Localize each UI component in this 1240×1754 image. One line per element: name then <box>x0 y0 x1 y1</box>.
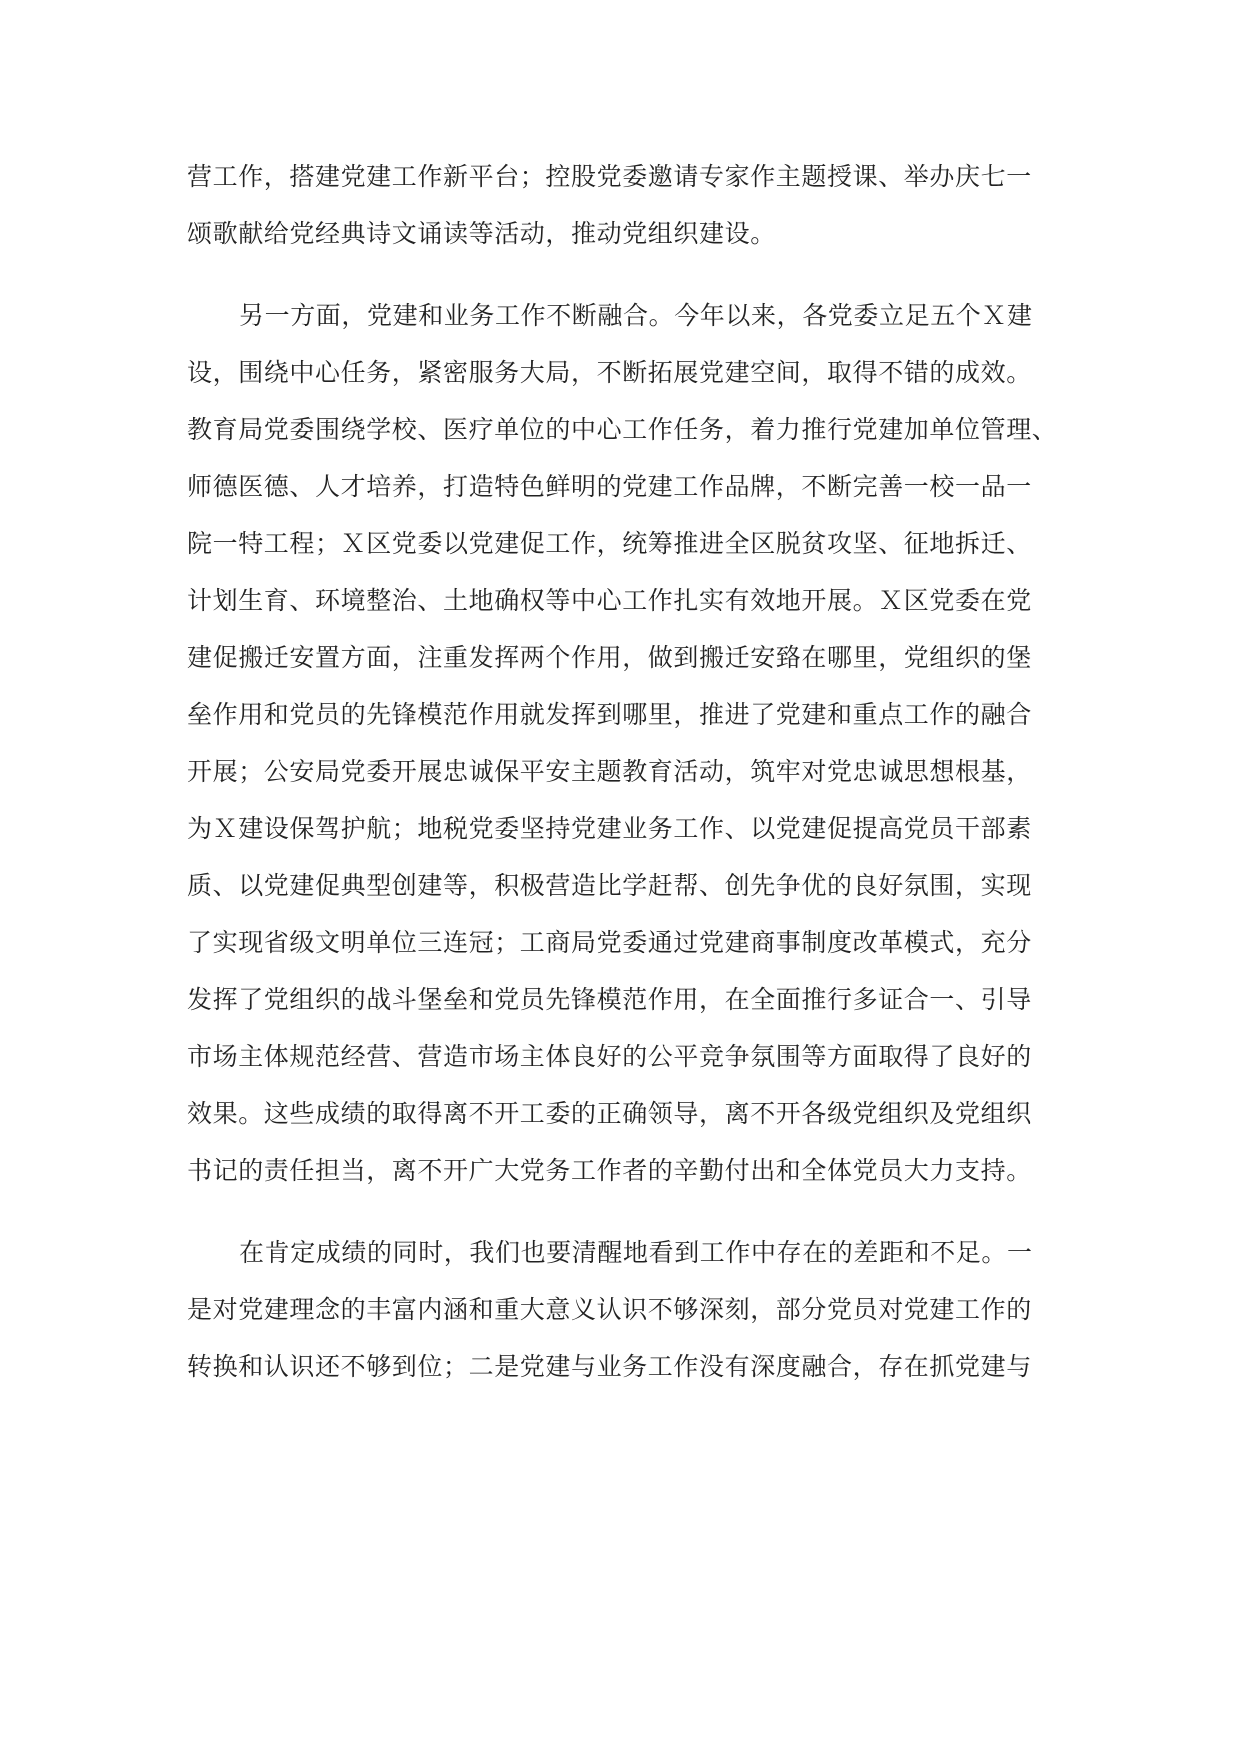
text-line: 转换和认识还不够到位；二是党建与业务工作没有深度融合，存在抓党建与 <box>187 1352 1032 1381</box>
paragraph-3 <box>187 1224 1067 1395</box>
text-line: 另一方面，党建和业务工作不断融合。今年以来，各党委立足五个Ｘ建 <box>239 301 1033 330</box>
text-line: 计划生育、环境整治、土地确权等中心工作扎实有效地开展。Ｘ区党委在党 <box>187 586 1032 615</box>
text-line: 为Ｘ建设保驾护航；地税党委坚持党建业务工作、以党建促提高党员干部素 <box>187 814 1032 843</box>
text-line: 建促搬迁安置方面，注重发挥两个作用，做到搬迁安臵在哪里，党组织的堡 <box>187 643 1032 672</box>
text-line: 院一特工程；Ｘ区党委以党建促工作，统筹推进全区脱贫攻坚、征地拆迁、 <box>187 529 1032 558</box>
paragraph-2 <box>187 287 1067 1199</box>
text-line: 效果。这些成绩的取得离不开工委的正确领导，离不开各级党组织及党组织 <box>187 1099 1032 1128</box>
text-line: 教育局党委围绕学校、医疗单位的中心工作任务，着力推行党建加单位管理、 <box>187 415 1058 444</box>
paragraph-1 <box>187 148 1067 262</box>
document-body <box>187 148 1067 1395</box>
text-line: 师德医德、人才培养，打造特色鲜明的党建工作品牌，不断完善一校一品一 <box>187 472 1032 501</box>
text-line: 是对党建理念的丰富内涵和重大意义认识不够深刻，部分党员对党建工作的 <box>187 1295 1032 1324</box>
text-line: 书记的责任担当，离不开广大党务工作者的辛勤付出和全体党员大力支持。 <box>187 1156 1032 1185</box>
text-line: 市场主体规范经营、营造市场主体良好的公平竞争氛围等方面取得了良好的 <box>187 1042 1032 1071</box>
text-line: 了实现省级文明单位三连冠；工商局党委通过党建商事制度改革模式，充分 <box>187 928 1032 957</box>
text-line: 发挥了党组织的战斗堡垒和党员先锋模范作用，在全面推行多证合一、引导 <box>187 985 1032 1014</box>
text-line: 开展；公安局党委开展忠诚保平安主题教育活动，筑牢对党忠诚思想根基， <box>187 757 1032 786</box>
text-line: 垒作用和党员的先锋模范作用就发挥到哪里，推进了党建和重点工作的融合 <box>187 700 1032 729</box>
text-line: 在肯定成绩的同时，我们也要清醒地看到工作中存在的差距和不足。一 <box>239 1238 1033 1267</box>
text-line: 营工作，搭建党建工作新平台；控股党委邀请专家作主题授课、举办庆七一 <box>187 162 1032 191</box>
text-line: 颂歌献给党经典诗文诵读等活动，推动党组织建设。 <box>187 219 776 248</box>
text-line: 质、以党建促典型创建等，积极营造比学赶帮、创先争优的良好氛围，实现 <box>187 871 1032 900</box>
text-line: 设，围绕中心任务，紧密服务大局，不断拓展党建空间，取得不错的成效。 <box>187 358 1032 387</box>
